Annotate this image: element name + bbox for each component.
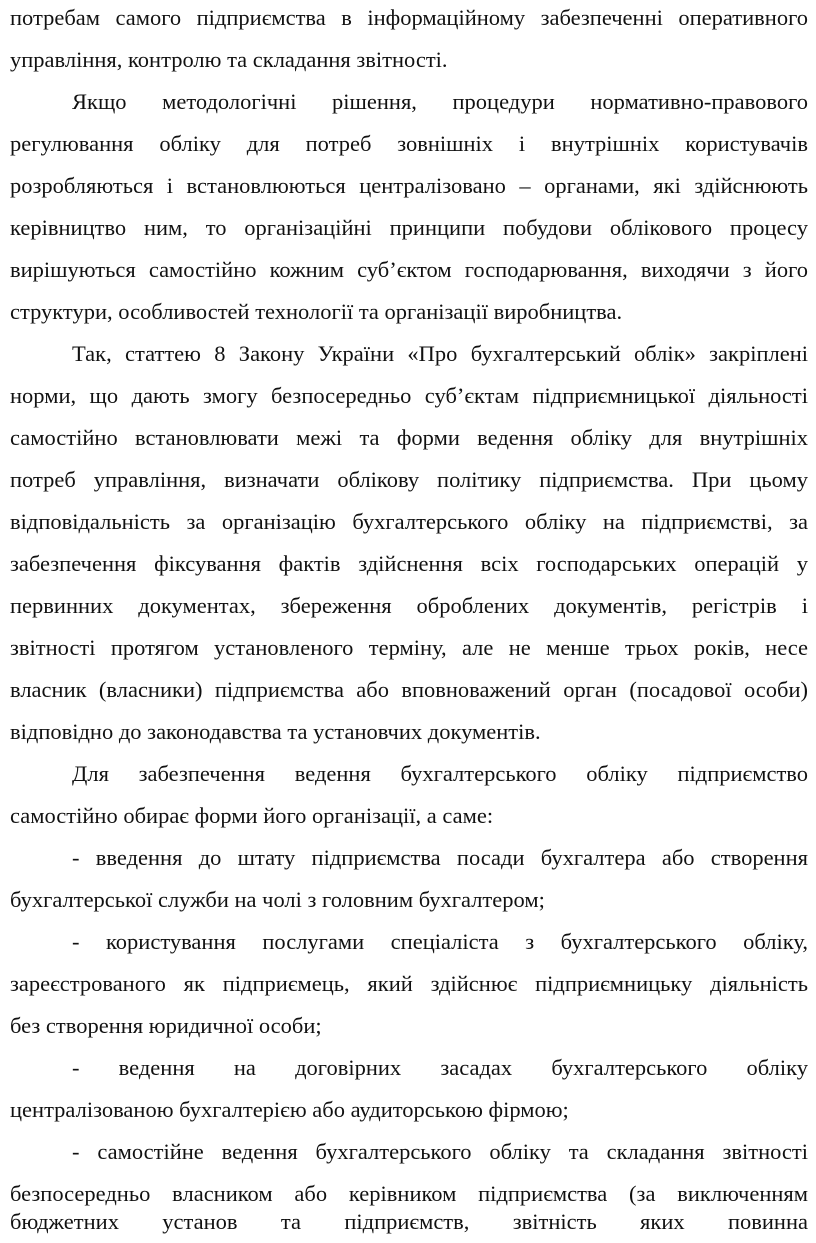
text-line: керівництво ним, то організаційні принципи побудови облікового процесу (10, 215, 808, 240)
text-line: забезпечення фіксування фактів здійснення всіх господарських операцій у (10, 551, 808, 576)
text-line: - користування послугами спеціаліста з бухгалтерського обліку, (72, 929, 808, 954)
text-line: розробляються і встановлюються централізовано – органами, які здійснюють (10, 173, 808, 198)
text-line: власник (власники) підприємства або вповноважений орган (посадової особи) (10, 677, 808, 702)
text-line: Для забезпечення ведення бухгалтерського обліку підприємство (72, 761, 808, 786)
text-line: зареєстрованого як підприємець, який здійснює підприємницьку діяльність (10, 971, 808, 996)
text-line: самостійно встановлювати межі та форми ведення обліку для внутрішніх (10, 425, 808, 450)
text-line: норми, що дають змогу безпосередньо суб’єктам підприємницької діяльності (10, 383, 808, 408)
text-line: управління, контролю та складання звітності. (10, 47, 448, 72)
text-line: самостійно обирає форми його організації, а саме: (10, 803, 494, 828)
text-line: структури, особливостей технології та організації виробництва. (10, 299, 623, 324)
text-line: вирішуються самостійно кожним суб’єктом господарювання, виходячи з його (10, 257, 808, 282)
text-line: відповідальність за організацію бухгалтерського обліку на підприємстві, за (10, 509, 808, 534)
text-line: бюджетних установ та підприємств, звітність яких повинна (10, 1209, 808, 1234)
text-line: звітності протягом установленого терміну, але не менше трьох років, несе (10, 635, 808, 660)
text-line: потребам самого підприємства в інформаційному забезпеченні оперативного (10, 5, 808, 30)
text-line: централізованою бухгалтерією або аудиторською фірмою; (10, 1097, 569, 1122)
text-line: Якщо методологічні рішення, процедури нормативно-правового (72, 89, 808, 114)
text-line: потреб управління, визначати облікову політику підприємства. При цьому (10, 467, 808, 492)
text-line: відповідно до законодавства та установчих документів. (10, 719, 541, 744)
text-line: - ведення на договірних засадах бухгалтерського обліку (72, 1055, 808, 1080)
text-line: безпосередньо власником або керівником підприємства (за виключенням (10, 1181, 808, 1206)
text-line: регулювання обліку для потреб зовнішніх і внутрішніх користувачів (10, 131, 808, 156)
text-line: - введення до штату підприємства посади бухгалтера або створення (72, 845, 808, 870)
text-line: без створення юридичної особи; (10, 1013, 322, 1038)
text-line: бухгалтерської служби на чолі з головним бухгалтером; (10, 887, 545, 912)
text-line: Так, статтею 8 Закону України «Про бухгалтерський облік» закріплені (72, 341, 808, 366)
text-line: первинних документах, збереження оброблених документів, регістрів і (10, 593, 808, 618)
text-line: - самостійне ведення бухгалтерського обліку та складання звітності (72, 1139, 808, 1164)
